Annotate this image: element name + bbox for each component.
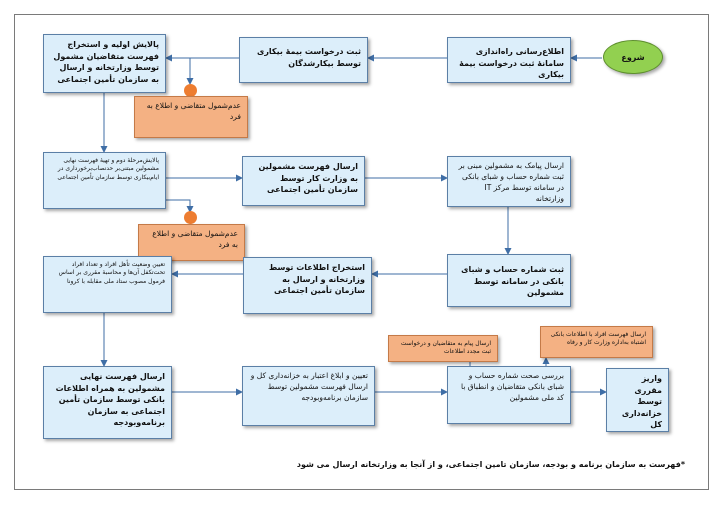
note-not-eligible-1-label: عدم‌شمول متقاضی و اطلاع به فرد: [146, 101, 241, 121]
node-final-list-label: ارسال فهرست نهایی مشمولین به همراه اطلاعات بانکی توسط سازمان تأمین اجتماعی به سازمان برنامه‌وبودجه: [55, 372, 165, 428]
note-not-eligible-2-label: عدم‌شمول متقاضی و اطلاع به فرد: [152, 229, 238, 249]
node-second-filter: [43, 152, 166, 209]
node-extract-info: [243, 257, 372, 314]
node-register-request: [239, 37, 368, 83]
node-second-filter-label: پالایش‌مرحلهٔ دوم و تهیهٔ فهرست نهایی مشمولین مبتنی‌بر حدنصاب‌برخورداری در ایام‌بیکاری توسط سازمان تأمین اجتماعی: [57, 157, 159, 181]
node-initial-filter: [43, 34, 166, 93]
node-sms-eligible-label: ارسال پیامک به مشمولین مبنی بر ثبت شماره حساب و شبای بانکی در سامانه توسط مرکز IT وزارتخانه: [458, 161, 564, 203]
node-sms-eligible: [447, 156, 571, 207]
node-send-list-ministry: [242, 156, 365, 206]
footnote: *فهرست به سازمان برنامه و بودجه، سازمان تامین اجتماعی، و از آنجا به وزارتخانه ارسال می شود: [296, 460, 685, 469]
node-marital-status: [43, 256, 172, 313]
arrow-n3-to-dot1: [166, 58, 190, 84]
node-verify-account-label: بررسی صحت شماره حساب و شبای بانکی متقاضیان و انطباق با کد ملی مشمولین: [461, 371, 564, 402]
node-send-list-ministry-label: ارسال فهرست مشمولین به وزارت کار توسط سازمان تأمین اجتماعی: [258, 162, 358, 195]
note-not-eligible-1: [134, 96, 248, 138]
node-announce-system: [447, 37, 571, 83]
node-pay-benefit-label: واریز مقرری توسط خزانه‌داری کل: [621, 374, 662, 430]
start-label: شروع: [621, 52, 645, 62]
node-initial-filter-label: پالایش اولیه و استخراج فهرست متقاضیان مشمول توسط وزارتخانه و ارسال به سازمان تأمین اجتماعی: [53, 40, 159, 84]
start-node: [603, 40, 663, 74]
note-resubmit-label: ارسال پیام به متقاضیان و درخواست ثبت مجدد اطلاعات: [400, 340, 491, 356]
arrow-n4-to-dot2: [166, 200, 190, 212]
node-pay-benefit: [606, 368, 669, 432]
note-resubmit: [388, 335, 498, 362]
decision-dot-2: [184, 211, 197, 224]
node-extract-info-label: استخراج اطلاعات توسط وزارتخانه و ارسال به سازمان تأمین اجتماعی: [268, 263, 365, 296]
node-marital-status-label: تعیین وضعیت تأهل افراد و تعداد افراد تحت‌تکفل آن‌ها و محاسبهٔ مقرری بر اساس فرمول مصوب ستاد ملی مقابله با کرونا: [58, 261, 165, 285]
node-announce-system-label: اطلاع‌رسانی راه‌اندازی سامانهٔ ثبت درخواست بیمهٔ بیکاری: [459, 47, 564, 80]
node-final-list: [43, 366, 172, 439]
node-verify-account: [447, 366, 571, 424]
node-allocate-credit-label: تعیین و ابلاغ اعتبار به خزانه‌داری کل و ارسال فهرست مشمولین توسط سازمان برنامه‌وبودجه: [250, 371, 368, 402]
node-register-request-label: ثبت درخواست بیمهٔ بیکاری توسط بیکارشدگان: [256, 47, 361, 68]
node-allocate-credit: [242, 366, 375, 426]
node-register-account: [447, 254, 571, 307]
note-wrong-bank-info-label: ارسال فهرست افراد با اطلاعات بانکی اشتباه به‌اداره وزارت کار و رفاه: [550, 331, 646, 347]
node-register-account-label: ثبت شماره حساب و شبای بانکی در سامانه توسط مشمولین: [461, 265, 564, 298]
note-wrong-bank-info: [540, 326, 653, 358]
